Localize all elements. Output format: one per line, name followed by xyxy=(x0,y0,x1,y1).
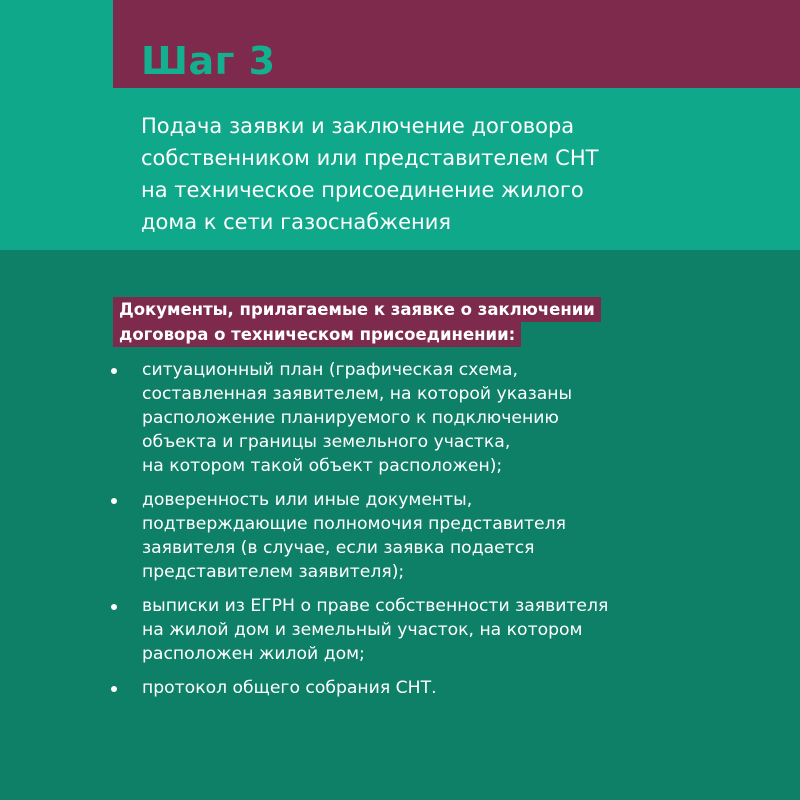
bullet-icon xyxy=(111,498,117,504)
step-subtitle-line: на техническое присоединение жилого xyxy=(141,178,584,202)
list-item-line: ситуационный план (графическая схема, xyxy=(142,360,518,380)
bullet-icon xyxy=(111,686,117,692)
documents-heading-line: Документы, прилагаемые к заявке о заключении xyxy=(113,297,601,322)
list-item-line: представителем заявителя); xyxy=(142,562,405,582)
bullet-icon xyxy=(111,604,117,610)
list-item-line: на котором такой объект расположен); xyxy=(142,456,503,476)
list-item-line: выписки из ЕГРН о праве собственности заявителя xyxy=(142,596,609,616)
step-subtitle-line: Подача заявки и заключение договора xyxy=(141,114,575,138)
list-item-line: объекта и границы земельного участка, xyxy=(142,432,511,452)
list-item-line: расположен жилой дом; xyxy=(142,644,365,664)
list-item-line: протокол общего собрания СНТ. xyxy=(142,678,437,698)
bullet-icon xyxy=(111,368,117,374)
step-subtitle xyxy=(141,110,781,238)
list-item xyxy=(108,594,768,666)
documents-list xyxy=(108,358,768,710)
list-item-line: подтверждающие полномочия представителя xyxy=(142,514,566,534)
list-item xyxy=(108,488,768,584)
step-title: Шаг 3 xyxy=(141,39,276,83)
list-item xyxy=(108,676,768,700)
list-item xyxy=(108,358,768,478)
list-item-line: доверенность или иные документы, xyxy=(142,490,473,510)
list-item-line: заявителя (в случае, если заявка подается xyxy=(142,538,535,558)
list-item-line: на жилой дом и земельный участок, на котором xyxy=(142,620,583,640)
documents-heading xyxy=(113,297,601,347)
step-subtitle-line: дома к сети газоснабжения xyxy=(141,210,451,234)
step-subtitle-line: собственником или представителем СНТ xyxy=(141,146,599,170)
header-section xyxy=(0,0,800,250)
documents-heading-line: договора о техническом присоединении: xyxy=(113,322,521,347)
list-item-line: составленная заявителем, на которой указаны xyxy=(142,384,573,404)
list-item-line: расположение планируемого к подключению xyxy=(142,408,559,428)
